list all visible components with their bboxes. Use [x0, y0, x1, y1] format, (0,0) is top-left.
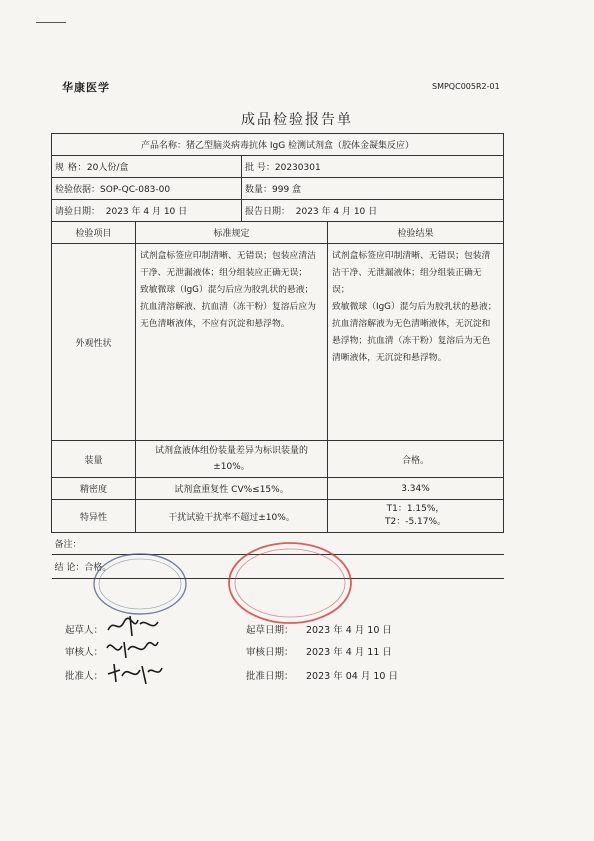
top-edge-mark	[36, 22, 66, 23]
approve-date-label: 批准日期：	[246, 671, 294, 682]
volume-standard: 试剂盒液体组份装量差异为标识装量的±10%。	[136, 441, 328, 478]
report-date-cell	[242, 200, 504, 222]
basis-value: SOP-QC-083-00	[100, 185, 171, 195]
precision-result: 3.34%	[328, 478, 504, 500]
basis-cell	[52, 178, 242, 200]
spec-value: 20人份/盒	[86, 163, 129, 173]
approve-date-value: 2023 年 04 月 10 日	[306, 671, 398, 682]
specificity-row	[52, 500, 504, 533]
volume-row	[52, 441, 504, 478]
appearance-result-p1: 试剂盒标签应印制清晰、无错误；包装清洁干净、无泄漏液体；组分组装正确无误；	[332, 251, 491, 295]
request-date-value: 2023 年 4 月 10 日	[105, 207, 188, 217]
appearance-row	[52, 244, 504, 441]
remark-label: 备注：	[54, 540, 82, 550]
approver-label: 批准人：	[65, 671, 104, 682]
appearance-standard-p3: 抗血清溶解液、抗血清（冻干粉）复溶后应为无色清晰液体，不应有沉淀和悬浮物。	[140, 302, 316, 329]
header-item: 检验项目	[52, 222, 136, 244]
report-date-label: 报告日期：	[245, 207, 291, 217]
appearance-standard-p2: 致敏微球（IgG）混匀后应为胶乳状的悬液；	[140, 285, 314, 295]
spec-row	[52, 156, 504, 178]
appearance-standard	[136, 244, 328, 441]
appearance-item: 外观性状	[52, 244, 136, 441]
conclusion-value: 合格。	[84, 563, 112, 573]
qty-label: 数量：	[245, 185, 273, 195]
qty-value: 999 盒	[272, 185, 302, 195]
product-name: 猪乙型脑炎病毒抗体 IgG 检测试剂盒（胶体金凝集反应）	[185, 141, 415, 151]
batch-cell	[242, 156, 504, 178]
request-date-label: 请验日期：	[55, 207, 101, 217]
volume-item: 装量	[52, 441, 136, 478]
qty-cell	[242, 178, 504, 200]
appearance-standard-p1: 试剂盒标签应印制清晰、无错误；包装应清洁干净、无泄漏液体；组分组装应正确无误；	[140, 251, 316, 278]
basis-label: 检验依据：	[55, 185, 101, 195]
report-title: 成品检验报告单	[241, 112, 353, 128]
company-name: 华康医学	[62, 81, 110, 94]
header-result: 检验结果	[328, 222, 504, 244]
company-quality-stamp	[226, 540, 354, 626]
product-row	[52, 134, 504, 156]
drafter-signature	[104, 614, 162, 638]
header-standard: 标准规定	[136, 222, 328, 244]
report-date-value: 2023 年 4 月 10 日	[295, 207, 378, 217]
precision-standard: 试剂盒重复性 CV%≤15%。	[136, 478, 328, 500]
inspection-table	[51, 133, 504, 579]
draft-date-label: 起草日期：	[246, 625, 294, 636]
reviewer-signature	[104, 636, 160, 660]
appearance-result	[328, 244, 504, 441]
request-date-cell	[52, 200, 242, 222]
appearance-result-p3: 抗血清溶解液为无色清晰液体，无沉淀和悬浮物；抗血清（冻干粉）复溶后为无色清晰液体，无沉淀和悬浮物。	[332, 319, 491, 363]
spec-label: 规 格：	[55, 163, 87, 173]
draft-date-value: 2023 年 4 月 10 日	[306, 625, 392, 636]
column-header-row	[52, 222, 504, 244]
date-row	[52, 200, 504, 222]
specificity-t2: T2：-5.17%。	[384, 517, 447, 527]
conclusion-label: 结 论：	[54, 563, 85, 573]
document-code: SMPQC005R2-01	[432, 82, 500, 91]
product-label: 产品名称：	[140, 141, 186, 151]
specificity-item: 特异性	[52, 500, 136, 533]
review-date-value: 2023 年 4 月 11 日	[306, 647, 392, 658]
batch-value: 20230301	[274, 163, 321, 173]
precision-row	[52, 478, 504, 500]
spec-cell	[52, 156, 242, 178]
precision-item: 精密度	[52, 478, 136, 500]
qc-inspection-stamp	[90, 548, 190, 620]
volume-result: 合格。	[328, 441, 504, 478]
product-cell	[52, 134, 504, 156]
specificity-result	[328, 500, 504, 533]
specificity-standard: 干扰试验干扰率不超过±10%。	[136, 500, 328, 533]
specificity-t1: T1：1.15%，	[386, 504, 445, 514]
drafter-label: 起草人：	[65, 625, 104, 636]
batch-label: 批 号：	[245, 163, 275, 173]
basis-row	[52, 178, 504, 200]
appearance-result-p2: 致敏微球（IgG）混匀后为胶乳状的悬液；	[332, 302, 497, 312]
review-date-label: 审核日期：	[246, 647, 294, 658]
approver-signature	[106, 660, 164, 686]
reviewer-label: 审核人：	[65, 647, 104, 658]
